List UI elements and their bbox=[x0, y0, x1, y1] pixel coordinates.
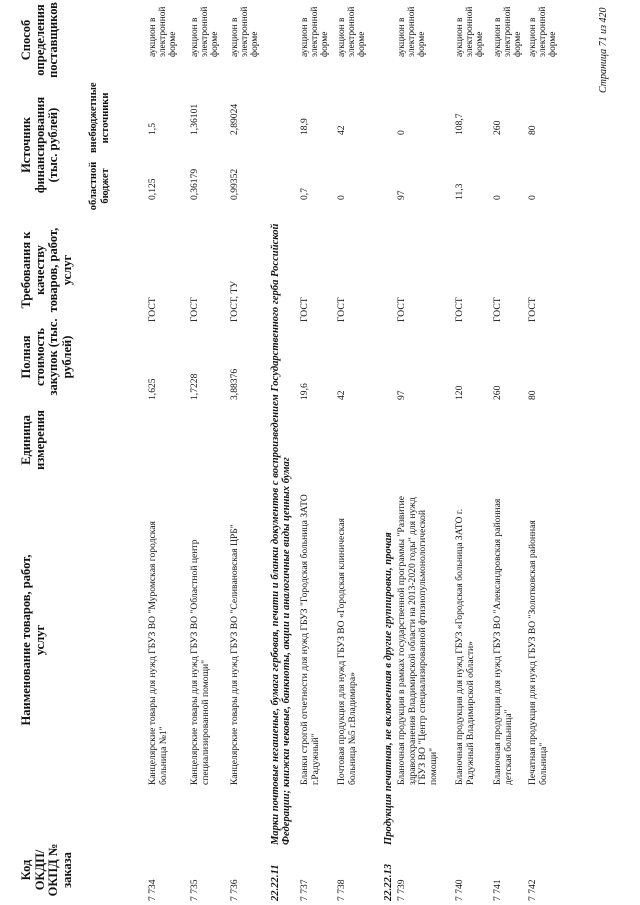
header-code: Код ОКДП/ ОКПД № заказа bbox=[19, 843, 74, 897]
row-regional-budget: 0,125 bbox=[147, 178, 158, 200]
row-regional-budget: 0,99352 bbox=[229, 168, 240, 200]
row-regional-budget: 0 bbox=[527, 195, 538, 200]
header-method: Способ определения поставщиков bbox=[19, 2, 60, 78]
row-cost: 3,88376 bbox=[229, 368, 240, 400]
row-extra-budget: 80 bbox=[527, 125, 538, 135]
row-extra-budget: 18,9 bbox=[299, 118, 310, 135]
row-name: Канцелярские товары для нужд ГБУЗ ВО "Областной центр специализированной помощи" bbox=[189, 539, 211, 785]
row-name: Бланочная продукция для нужд ГБУЗ ВО "Александровская районная детская больница" bbox=[492, 498, 514, 785]
row-method: аукцион в электронной форме bbox=[493, 6, 524, 57]
row-regional-budget: 11,3 bbox=[454, 183, 465, 200]
row-name: Бланки строгой отчетности для нужд ГБУЗ "Городская больница ЗАТО г.Радужный" bbox=[299, 494, 321, 785]
row-name: Канцелярские товары для нужд ГБУЗ ВО "Муромская городская больница №1" bbox=[147, 521, 169, 785]
row-method: аукцион в электронной форме bbox=[300, 6, 331, 57]
row-regional-budget: 0 bbox=[492, 195, 503, 200]
row-number: 7 734 bbox=[147, 879, 158, 901]
row-extra-budget: 42 bbox=[336, 125, 347, 135]
row-name: Канцелярские товары для нужд ГБУЗ ВО "Селивановская ЦРБ" bbox=[229, 524, 240, 785]
row-cost: 42 bbox=[336, 390, 347, 400]
header-source: Источник финансирования (тыс. рублей) bbox=[19, 96, 60, 194]
row-method: аукцион в электронной форме bbox=[190, 6, 221, 57]
header-cost: Полная стоимость закупок (тыс. рублей) bbox=[19, 318, 74, 396]
row-cost: 80 bbox=[527, 390, 538, 400]
section-code: 22.22.11 bbox=[270, 864, 281, 901]
row-method: аукцион в электронной форме bbox=[397, 6, 428, 57]
row-extra-budget: 0 bbox=[396, 130, 407, 135]
row-method: аукцион в электронной форме bbox=[528, 6, 559, 57]
section-title: Продукция печатная, не включенная в другие группировки, прочая bbox=[383, 532, 394, 845]
row-extra-budget: 108,7 bbox=[454, 113, 465, 135]
row-number: 7 739 bbox=[396, 879, 407, 901]
row-method: аукцион в электронной форме bbox=[148, 6, 179, 57]
row-requirements: ГОСТ, ТУ bbox=[229, 280, 240, 322]
row-number: 7 738 bbox=[336, 879, 347, 901]
row-name: Бланочная продукция для нужд ГБУЗ «Городская больница ЗАТО г. Радужный Владимирской области» bbox=[454, 508, 476, 785]
row-regional-budget: 0,7 bbox=[299, 188, 310, 200]
row-cost: 19,6 bbox=[299, 383, 310, 400]
section-code: 22.22.13 bbox=[383, 863, 394, 901]
header-source-extra: внебюджетные источники bbox=[88, 82, 111, 153]
row-extra-budget: 260 bbox=[492, 120, 503, 135]
row-number: 7 741 bbox=[492, 879, 503, 901]
row-name: Почтовая продукция для нужд ГБУЗ ВО «Городская клиническая больница №5 г.Владимира» bbox=[336, 518, 358, 785]
row-regional-budget: 0 bbox=[336, 195, 347, 200]
row-cost: 260 bbox=[492, 385, 503, 400]
row-regional-budget: 97 bbox=[396, 190, 407, 200]
section-title: Марки почтовые негашеные, бумага гербовая, печати и бланки документов с воспроизведением Государственного герба Российской bbox=[270, 223, 281, 845]
row-number: 7 737 bbox=[299, 879, 310, 901]
row-method: аукцион в электронной форме bbox=[455, 6, 486, 57]
row-number: 7 736 bbox=[229, 879, 240, 901]
row-requirements: ГОСТ bbox=[454, 297, 465, 322]
row-regional-budget: 0,36179 bbox=[189, 168, 200, 200]
row-requirements: ГОСТ bbox=[336, 297, 347, 322]
row-number: 7 735 bbox=[189, 879, 200, 901]
row-requirements: ГОСТ bbox=[299, 297, 310, 322]
row-method: аукцион в электронной форме bbox=[230, 6, 261, 57]
row-requirements: ГОСТ bbox=[527, 297, 538, 322]
row-requirements: ГОСТ bbox=[189, 297, 200, 322]
page-footer: Страница 71 из 420 bbox=[598, 7, 609, 93]
header-source-regional: областной бюджет bbox=[88, 161, 111, 211]
row-number: 7 740 bbox=[454, 879, 465, 901]
row-cost: 1,625 bbox=[147, 378, 158, 400]
row-requirements: ГОСТ bbox=[396, 297, 407, 322]
row-requirements: ГОСТ bbox=[147, 297, 158, 322]
row-method: аукцион в электронной форме bbox=[337, 6, 368, 57]
section-title-cont: Федерации; книжки чековые, банкноты, акции и аналогичные виды ценных бумаг bbox=[281, 457, 292, 845]
row-cost: 97 bbox=[396, 390, 407, 400]
row-cost: 120 bbox=[454, 385, 465, 400]
header-unit: Единица измерения bbox=[19, 410, 47, 470]
header-name: Наименование товаров, работ, услуг bbox=[19, 554, 47, 726]
row-number: 7 742 bbox=[527, 879, 538, 901]
row-name: Печатная продукция для нужд ГБУЗ ВО "Золотковская районная больница" bbox=[527, 520, 549, 785]
row-name: Бланочная продукция в рамках государственной программы "Развитие здравоохранения Владимирской области на 2013-2020 годы" для нужд ГБУЗ ВО "Центр специализированной фтизиопульмонологической помощи" bbox=[396, 495, 439, 785]
row-requirements: ГОСТ bbox=[492, 297, 503, 322]
row-cost: 1,7228 bbox=[189, 373, 200, 400]
row-extra-budget: 1,36101 bbox=[189, 103, 200, 135]
row-extra-budget: 1,5 bbox=[147, 123, 158, 135]
header-requirements: Требования к качеству товаров, работ, услуг bbox=[19, 227, 74, 313]
row-extra-budget: 2,89024 bbox=[229, 103, 240, 135]
